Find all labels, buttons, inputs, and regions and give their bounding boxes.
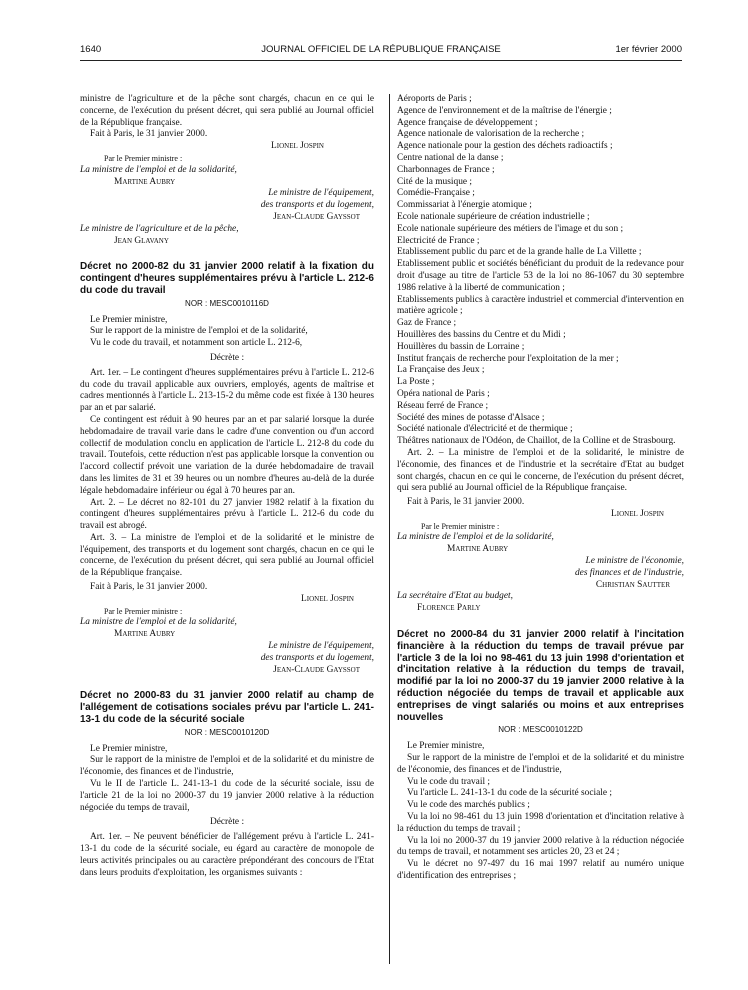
organisms-list	[397, 94, 684, 448]
par-premier-ministre: Par le Premier ministre :	[421, 521, 500, 531]
organism-list-item: Houillères du bassin de Lorraine ;	[397, 341, 525, 352]
fait-line: Fait à Paris, le 31 janvier 2000.	[90, 582, 208, 593]
organism-list-item: Agence de l'environnement et de la maîtrise de l'énergie ;	[397, 105, 612, 116]
signatory-name: Florence Parly	[417, 603, 481, 614]
minister-title: des finances et de l'industrie,	[574, 567, 684, 578]
page-header	[80, 44, 682, 60]
organism-list-item: Réseau ferré de France ;	[397, 400, 489, 411]
minister-title: La ministre de l'emploi et de la solidarité,	[397, 532, 554, 543]
signatory-name: Jean-Claude Gayssot	[273, 664, 360, 675]
signatory-name: Martine Aubry	[114, 176, 176, 187]
vu-line: Vu le code des marchés publics ;	[407, 800, 530, 811]
organism-list-item: Etablissement public et sociétés bénéficiant du produit de la redevance pour droit d'usage au titre de l'article 53 de la loi no 86-1067 du 30 septembre 1986 relative à la liberté de communication ;	[397, 259, 684, 293]
minister-title: Le ministre de l'économie,	[585, 556, 684, 567]
fait-line: Fait à Paris, le 31 janvier 2000.	[90, 129, 208, 140]
article-paragraph: Art. 2. – La ministre de l'emploi et de la solidarité, le ministre de l'économie, des finances et de l'industrie et la secrétaire d'Etat au budget sont chargés, chacun en ce qui le concerne, de l'exécution du présent décret, qui sera publié au Journal officiel de la République française.	[397, 447, 684, 494]
organism-list-item: Commissariat à l'énergie atomique ;	[397, 200, 532, 211]
nor-reference: NOR : MESC0010122D	[498, 725, 583, 735]
organism-list-item: Agence française de développement ;	[397, 117, 538, 128]
organism-list-item: Etablissements publics à caractère industriel et commercial d'intervention en matière agricole ;	[397, 294, 684, 317]
fait-line: Fait à Paris, le 31 janvier 2000.	[407, 497, 525, 508]
vu-line: Vu le II de l'article L. 241-13-1 du code de la sécurité sociale, issu de l'article 21 de la loi no 2000-37 du 19 janvier 2000 relative à la réduction négociée du temps de travail,	[80, 779, 374, 813]
article-paragraph: Art. 1er. – Le contingent d'heures supplémentaires prévu à l'article L. 212-6 du code du travail applicable aux ouvriers, employés, agents de maîtrise et cadres mentionnés à l'article L. 213-15-2 du même code est fixée à 130 heures par an et par salarié.	[80, 367, 374, 414]
nor-reference: NOR : MESC0010116D	[185, 298, 269, 308]
organism-list-item: Société nationale d'électricité et de thermique ;	[397, 424, 573, 435]
organism-list-item: Théâtres nationaux de l'Odéon, de Chaillot, de la Colline et de Strasbourg.	[397, 436, 676, 447]
organism-list-item: Centre national de la danse ;	[397, 152, 504, 163]
issue-date: 1er février 2000	[615, 44, 682, 55]
signatory-name: Lionel Jospin	[271, 141, 324, 152]
organism-list-item: Opéra national de Paris ;	[397, 388, 490, 399]
organism-list-item: Charbonnages de France ;	[397, 164, 495, 175]
decree-title: Décret no 2000-82 du 31 janvier 2000 relatif à la fixation du contingent d'heures supplémentaires prévu à l'article L. 212-6 du code du travail	[80, 261, 374, 296]
par-premier-ministre: Par le Premier ministre :	[104, 606, 183, 616]
organism-list-item: Houillères des bassins du Centre et du Midi ;	[397, 329, 566, 340]
organism-list-item: Electricité de France ;	[397, 235, 480, 246]
organism-list-item: Gaz de France ;	[397, 318, 457, 329]
signatory-name: Jean Glavany	[114, 235, 169, 246]
signatory-name: Martine Aubry	[447, 544, 509, 555]
organism-list-item: Institut français de recherche pour l'exploitation de la mer ;	[397, 353, 619, 364]
organism-list-item: La Poste ;	[397, 377, 435, 388]
decree-title: Décret no 2000-83 du 31 janvier 2000 relatif au champ de l'allégement de cotisations sociales prévu par l'article L. 241-13-1 du code de la sécurité sociale	[80, 690, 374, 726]
right-column	[397, 94, 684, 883]
nor-reference: NOR : MESC0010120D	[184, 727, 270, 737]
signatory-name: Jean-Claude Gayssot	[273, 211, 360, 222]
premier-ministre-line: Le Premier ministre,	[90, 743, 168, 754]
organism-list-item: Agence nationale pour la gestion des déchets radioactifs ;	[397, 141, 613, 152]
minister-title: La ministre de l'emploi et de la solidarité,	[80, 164, 237, 175]
column-divider	[389, 94, 390, 964]
premier-ministre-line: Le Premier ministre,	[90, 314, 168, 325]
minister-title: La ministre de l'emploi et de la solidarité,	[80, 617, 237, 628]
signatory-name: Christian Sautter	[595, 579, 670, 590]
organism-list-item: Société des mines de potasse d'Alsace ;	[397, 412, 545, 423]
vu-line: Vu le code du travail ;	[407, 776, 491, 787]
vu-line: Vu la loi no 2000-37 du 19 janvier 2000 relative à la réduction négociée du temps de travail, et notamment ses articles 20, 23 et 24 ;	[397, 835, 684, 858]
minister-title: des transports et du logement,	[260, 652, 374, 663]
decrete-line: Décrète :	[209, 817, 245, 828]
organism-list-item: Agence nationale de valorisation de la recherche ;	[397, 129, 585, 140]
par-premier-ministre: Par le Premier ministre :	[104, 153, 183, 163]
vu-line: Vu la loi no 98-461 du 13 juin 1998 d'orientation et d'incitation relative à la réduction du temps de travail ;	[397, 812, 684, 834]
intro-paragraph: ministre de l'agriculture et de la pêche sont chargés, chacun en ce qui le concerne, de l'exécution du présent décret, qui sera publié au Journal officiel de la République française.	[80, 94, 374, 128]
organism-list-item: La Française des Jeux ;	[397, 365, 485, 376]
organism-list-item: Ecole nationale supérieure des métiers de l'image et du son ;	[397, 223, 624, 234]
article-paragraph: Art. 1er. – Ne peuvent bénéficier de l'allégement prévu à l'article L. 241-13-1 du code de la sécurité sociale, eu égard au caractère de monopole de leurs activités principales ou au caractère prépondérant des concours de l'Etat dans leurs produits d'exploitation, les organismes suivants :	[80, 832, 374, 878]
signatory-name: Martine Aubry	[114, 629, 176, 640]
rapport-line: Sur le rapport de la ministre de l'emploi et de la solidarité,	[90, 326, 308, 337]
left-column	[80, 94, 374, 879]
minister-title: Le ministre de l'agriculture et de la pêche,	[80, 223, 239, 234]
organism-list-item: Comédie-Française ;	[397, 188, 475, 199]
minister-title: Le ministre de l'équipement,	[268, 641, 374, 652]
premier-ministre-line: Le Premier ministre,	[407, 741, 485, 752]
minister-title: Le ministre de l'équipement,	[268, 188, 374, 199]
organism-list-item: Cité de la musique ;	[397, 176, 472, 187]
minister-title: La secrétaire d'Etat au budget,	[397, 591, 513, 602]
page-number: 1640	[80, 44, 102, 55]
signatory-name: Lionel Jospin	[611, 508, 664, 519]
vu-line: Vu le décret no 97-497 du 16 mai 1997 relatif au numéro unique d'identification des entreprises ;	[397, 859, 684, 881]
decrete-line: Décrète :	[209, 352, 245, 363]
signatory-name: Lionel Jospin	[301, 593, 354, 604]
header-rule	[80, 60, 682, 61]
decree-title: Décret no 2000-84 du 31 janvier 2000 relatif à l'incitation financière à la réduction du temps de travail prévue par l'article 3 de la loi no 98-461 du 13 juin 1998 d'orientation et d'incitation relative à la réduction du temps de travail, modifié par la loi no 2000-37 du 19 janvier 2000 relative à la réduction négociée du temps de travail et applicable aux entreprises de vingt salariés ou moins et aux entreprises nouvelles	[397, 629, 684, 723]
vu-line: Vu le code du travail, et notamment son article L. 212-6,	[90, 338, 303, 349]
rapport-line: Sur le rapport de la ministre de l'emploi et de la solidarité et du ministre de l'économie, des finances et de l'industrie,	[397, 753, 684, 775]
vu-line: Vu l'article L. 241-13-1 du code de la sécurité sociale ;	[407, 788, 612, 799]
article-paragraph: Ce contingent est réduit à 90 heures par an et par salarié lorsque la durée hebdomadaire de travail varie dans le cadre d'une convention ou d'un accord collectif de modulation conclu en application de l'article L. 212-8 du code du travail. Toutefois, cette réduction n'est pas applicable lorsque la convention ou l'accord collectif prévoit une variation de la durée hebdomadaire de travail dans les limites de 31 et 39 heures ou un nombre d'heures au-delà de la durée légale hebdomadaire inférieur ou égal à 70 heures par an.	[80, 414, 374, 496]
journal-title: JOURNAL OFFICIEL DE LA RÉPUBLIQUE FRANÇAISE	[261, 44, 501, 55]
article-paragraph: Art. 2. – Le décret no 82-101 du 27 janvier 1982 relatif à la fixation du contingent d'heures supplémentaires prévu à l'article L. 212-6 du code du travail est abrogé.	[80, 497, 374, 532]
organism-list-item: Ecole nationale supérieure de création industrielle ;	[397, 211, 590, 222]
organism-list-item: Aéroports de Paris ;	[397, 94, 472, 104]
article-paragraph: Art. 3. – La ministre de l'emploi et de la solidarité et le ministre de l'équipement, des transports et du logement sont chargés, chacun en ce qui le concerne, de l'exécution du présent décret, qui sera publié au Journal officiel de la République française.	[80, 532, 374, 579]
vu-list	[397, 777, 684, 883]
organism-list-item: Etablissement public du parc et de la grande halle de La Villette ;	[397, 247, 642, 258]
rapport-line: Sur le rapport de la ministre de l'emploi et de la solidarité et du ministre de l'économie, des finances et de l'industrie,	[80, 755, 374, 778]
minister-title: des transports et du logement,	[260, 200, 374, 211]
